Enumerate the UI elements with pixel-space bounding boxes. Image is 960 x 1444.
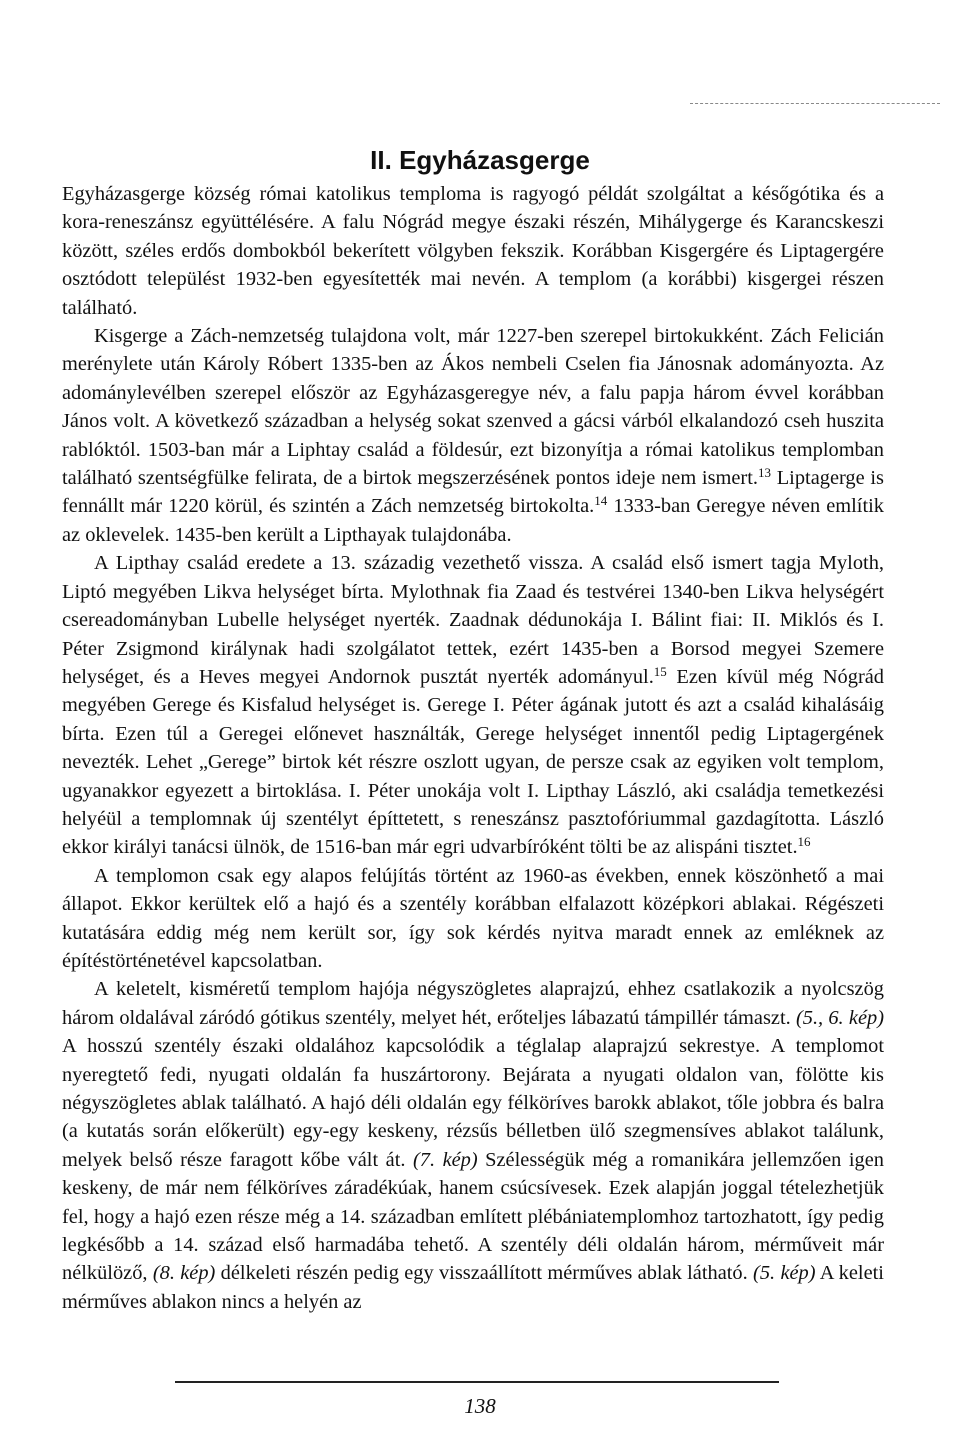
chapter-title: II. Egyházasgerge bbox=[370, 145, 590, 176]
paragraph-2-text-b: Liptagerge is fennállt már 1220 körül, és szintén a Zách nemzetség birtokolta. bbox=[62, 467, 884, 518]
body-text bbox=[62, 180, 884, 1316]
figure-ref-5: (5. kép) bbox=[753, 1262, 816, 1285]
figure-ref-5-6: (5., 6. kép) bbox=[795, 1006, 884, 1029]
paragraph-4: A templomon csak egy alapos felújítás történt az 1960-as években, ennek köszönhető a mai állapot. Ekkor kerültek elő a hajó és a szentély korábban elfalazott középkori ablakai. Régészeti kutatására eddig még nem került sor, így sok kérdés nyitva maradt ennek az emléknek az építéstörténetével kapcsolatban. bbox=[62, 864, 884, 972]
figure-ref-8: (8. kép) bbox=[152, 1262, 216, 1285]
paragraph-1: Egyházasgerge község római katolikus temploma is ragyogó példát szolgáltat a későgótika és a kora-reneszánsz együttélésére. A falu Nógrád megye északi részén, Mihálygerge és Karancskeszi között, széles erdős dombokból bekerített völgyben fekszik. Korábban Kisgergére és Liptagergére osztódott települést 1932-ben egyesítették mai nevén. A templom (a korábbi) kisgergei részen található. bbox=[62, 183, 884, 319]
paragraph-5-text-a: A keletelt, kisméretű templom hajója négyszögletes alaprajzú, ehhez csatlakozik a nyolcszög három oldalával záródó gótikus szentély, melyet hét, erőteljes lábazatú támpillér támaszt. bbox=[62, 978, 884, 1029]
paragraph-5-text-e: A keleti mérműves ablakon nincs a helyén az bbox=[62, 1262, 884, 1313]
footnote-ref-16[interactable]: 16 bbox=[797, 834, 811, 850]
paragraph-2 bbox=[62, 322, 884, 549]
header-decoration bbox=[690, 103, 940, 106]
paragraph-5-text-d: délkeleti részén pedig egy visszaállított mérműves ablak látható. bbox=[215, 1262, 748, 1285]
footnote-ref-14[interactable]: 14 bbox=[594, 493, 608, 509]
footnote-ref-13[interactable]: 13 bbox=[757, 465, 771, 481]
figure-ref-7: (7. kép) bbox=[412, 1148, 478, 1171]
paragraph-2-text-c: 1333-ban Geregye néven említik az oklevelek. 1435-ben került a Lipthayak tulajdonába. bbox=[62, 495, 884, 546]
paragraph-3-text-b: Ezen kívül még Nógrád megyében Gerege és Kisfalud helységet is. Gerege I. Péter ágának jutott és azt a család kihalásáig bírta. Ezen túl a Geregei előnevet használták, Gerege helységet innentől pedig Liptagergének nevezték. Lehet „Gerege” birtok két részre oszlott ugyan, de persze csak az egyiken volt templom, ugyanakkor egyezett a birtoklása. I. Péter unokája volt I. Lipthay László, aki családja temetkezési helyéül a templomnak új szentélyt építtetett, s reneszánsz pasztofóriummal gazdagította. László ekkor királyi tanácsi ülnök, de 1516-ban már egri udvarbíróként tölti be az alispáni tisztet. bbox=[62, 665, 884, 859]
footnote-ref-15[interactable]: 15 bbox=[653, 663, 667, 679]
paragraph-5 bbox=[62, 975, 884, 1316]
paragraph-2-text-a: Kisgerge a Zách-nemzetség tulajdona volt, már 1227-ben szerepel birtokukként. Zách Felicián merénylete után Károly Róbert 1335-ben az Ákos nembeli Cselen fia Jánosnak adományozta. Az adománylevélben szerepel először az Egyházasgeregye név, a falu papja három évvel korábban János volt. A következő században a helység sokat szenved a gácsi várból elkalandozó cseh huszita rablóktól. 1503-ban már a Liphtay család a földesúr, ezt bizonyítja a római katolikus templomban található szentségfülke felirata, de a birtok megszerzésének pontos ideje nem ismert. bbox=[62, 325, 884, 490]
page-number: 138 bbox=[464, 1394, 496, 1418]
footer-rule bbox=[175, 1381, 779, 1383]
paragraph-5-text-c: Szélességük még a romanikára jellemzően igen keskeny, de már nem félköríves záradékúak, hanem csúcsívesek. Ezek alapján joggal tételezhetjük fel, hogy a hajó ezen része még a 14. században említett plébániatemplomhoz tartozhatott, így pedig legkésőbb a 14. század első harmadába tehető. A szentély déli oldalán három, mérműveit már nélkülöző, bbox=[62, 1148, 884, 1285]
paragraph-3-text-a: A Lipthay család eredete a 13. századig vezethető vissza. A család első ismert tagja Myloth, Liptó megyében Likva helységet bírta. Mylothnak fia Zaad és testvérei 1340-ben Likva helységért csereadományban Lubelle helységet nyerték. Zaadnak dédunokája I. Bálint fiai: II. Miklós és I. Péter Zsigmond királynak hadi szolgálatot tettek, ezért 1435-ben a Borsod megyei Szemere helységet, és a Heves megyei Andornok pusztát nyerték adományul. bbox=[62, 552, 884, 688]
paragraph-5-text-b: A hosszú szentély északi oldalához kapcsolódik a téglalap alaprajzú sekrestye. A templomot nyeregtető fedi, nyugati oldalán fa huszártorony. Bejárata a nyugati oldalon van, fölötte kis négyszögletes ablak található. A hajó déli oldalán egy félköríves barokk ablakot, tőle jobbra és balra (a kutatás során előkerült) egy-egy keskeny, rézsűs bélletben ülő szegmensíves ablakot találunk, melyek belső része faragott kőbe vált át. bbox=[62, 1035, 884, 1171]
paragraph-3 bbox=[62, 549, 884, 861]
